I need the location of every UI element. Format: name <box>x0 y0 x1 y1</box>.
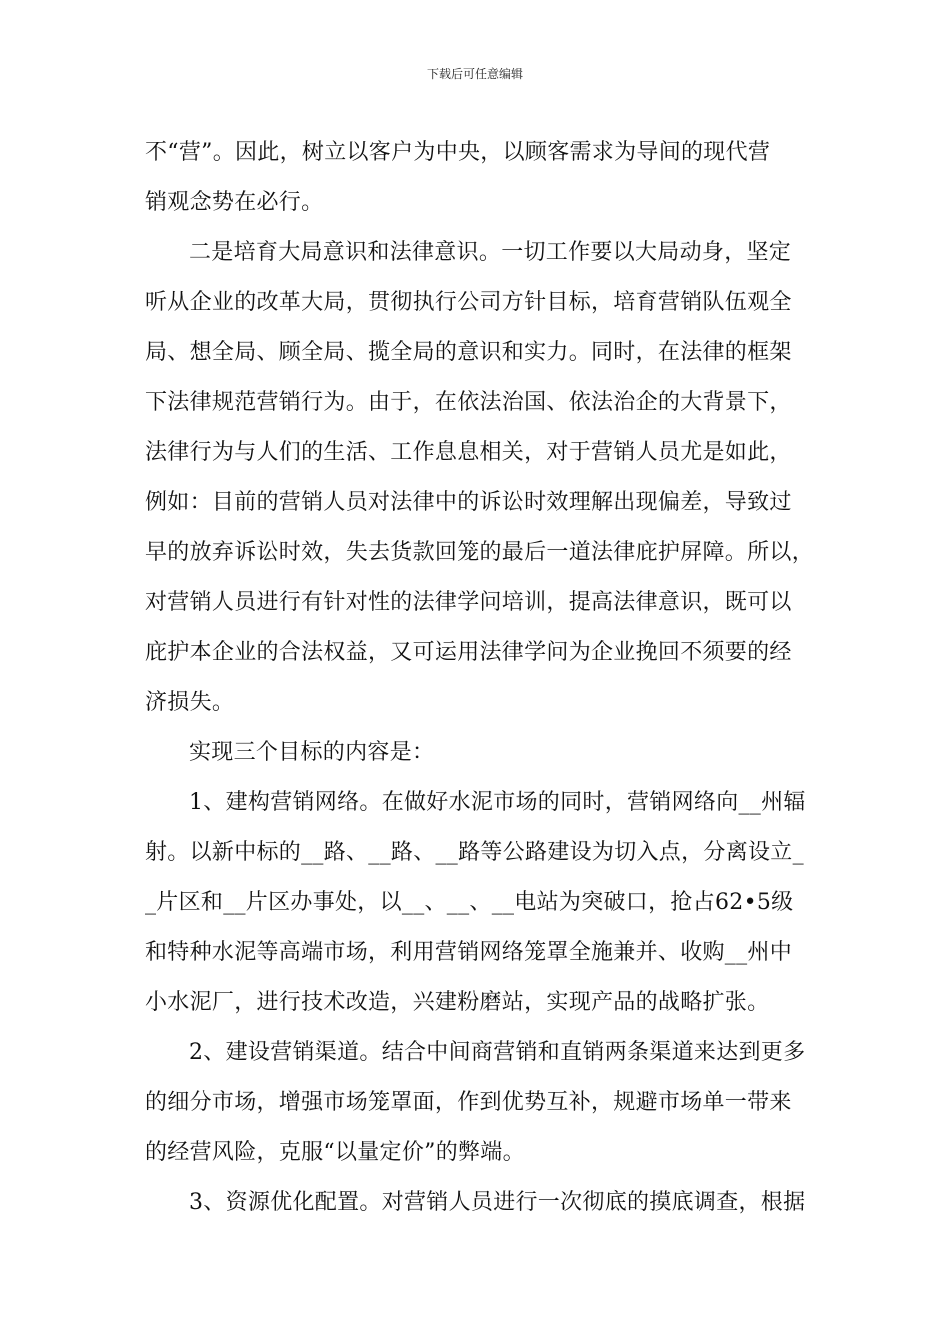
text-line: 射。以新中标的__路、__路、__路等公路建设为切入点，分离设立_ <box>145 840 804 865</box>
text-line: _片区和__片区办事处，以__、__、__电站为突破口，抢占62•5级 <box>145 890 794 915</box>
text-line: 的细分市场，增强市场笼罩面，作到优势互补，规避市场单一带来 <box>145 1090 792 1115</box>
text-line: 听从企业的改革大局，贯彻执行公司方针目标，培育营销队伍观全 <box>145 290 792 315</box>
text-line: 小水泥厂，进行技术改造，兴建粉磨站，实现产品的战略扩张。 <box>145 990 770 1015</box>
page-header: 下载后可任意编辑 <box>426 67 523 81</box>
text-line: 例如：目前的营销人员对法律中的诉讼时效理解出现偏差，导致过 <box>145 490 792 515</box>
text-line: 早的放弃诉讼时效，失去货款回笼的最后一道法律庇护屏障。所以， <box>145 540 815 565</box>
text-line: 不“营”。因此，树立以客户为中央，以顾客需求为导间的现代营 <box>145 140 771 165</box>
document-body <box>145 128 815 1228</box>
text-line: 的经营风险，克服“以量定价”的弊端。 <box>145 1140 525 1165</box>
text-line: 1、建构营销网络。在做好水泥市场的同时，营销网络向__州辐 <box>189 790 806 815</box>
text-line: 法律行为与人们的生活、工作息息相关，对于营销人员尤是如此， <box>145 440 792 465</box>
text-line: 销观念势在必行。 <box>145 190 324 215</box>
text-line: 2、建设营销渠道。结合中间商营销和直销两条渠道来达到更多 <box>189 1040 806 1065</box>
text-line: 和特种水泥等高端市场，利用营销网络笼罩全施兼并、收购__州中 <box>145 940 793 965</box>
text-line: 局、想全局、顾全局、揽全局的意识和实力。同时，在法律的框架 <box>145 340 792 365</box>
text-line: 实现三个目标的内容是： <box>189 740 435 765</box>
text-line: 对营销人员进行有针对性的法律学问培训，提高法律意识，既可以 <box>145 590 792 615</box>
text-line: 下法律规范营销行为。由于，在依法治国、依法治企的大背景下， <box>145 390 792 415</box>
text-line: 3、资源优化配置。对营销人员进行一次彻底的摸底调查，根据 <box>189 1190 806 1215</box>
text-line: 济损失。 <box>145 690 235 715</box>
text-line: 二是培育大局意识和法律意识。一切工作要以大局动身，坚定 <box>189 240 792 265</box>
text-line: 庇护本企业的合法权益，又可运用法律学问为企业挽回不须要的经 <box>145 640 792 665</box>
